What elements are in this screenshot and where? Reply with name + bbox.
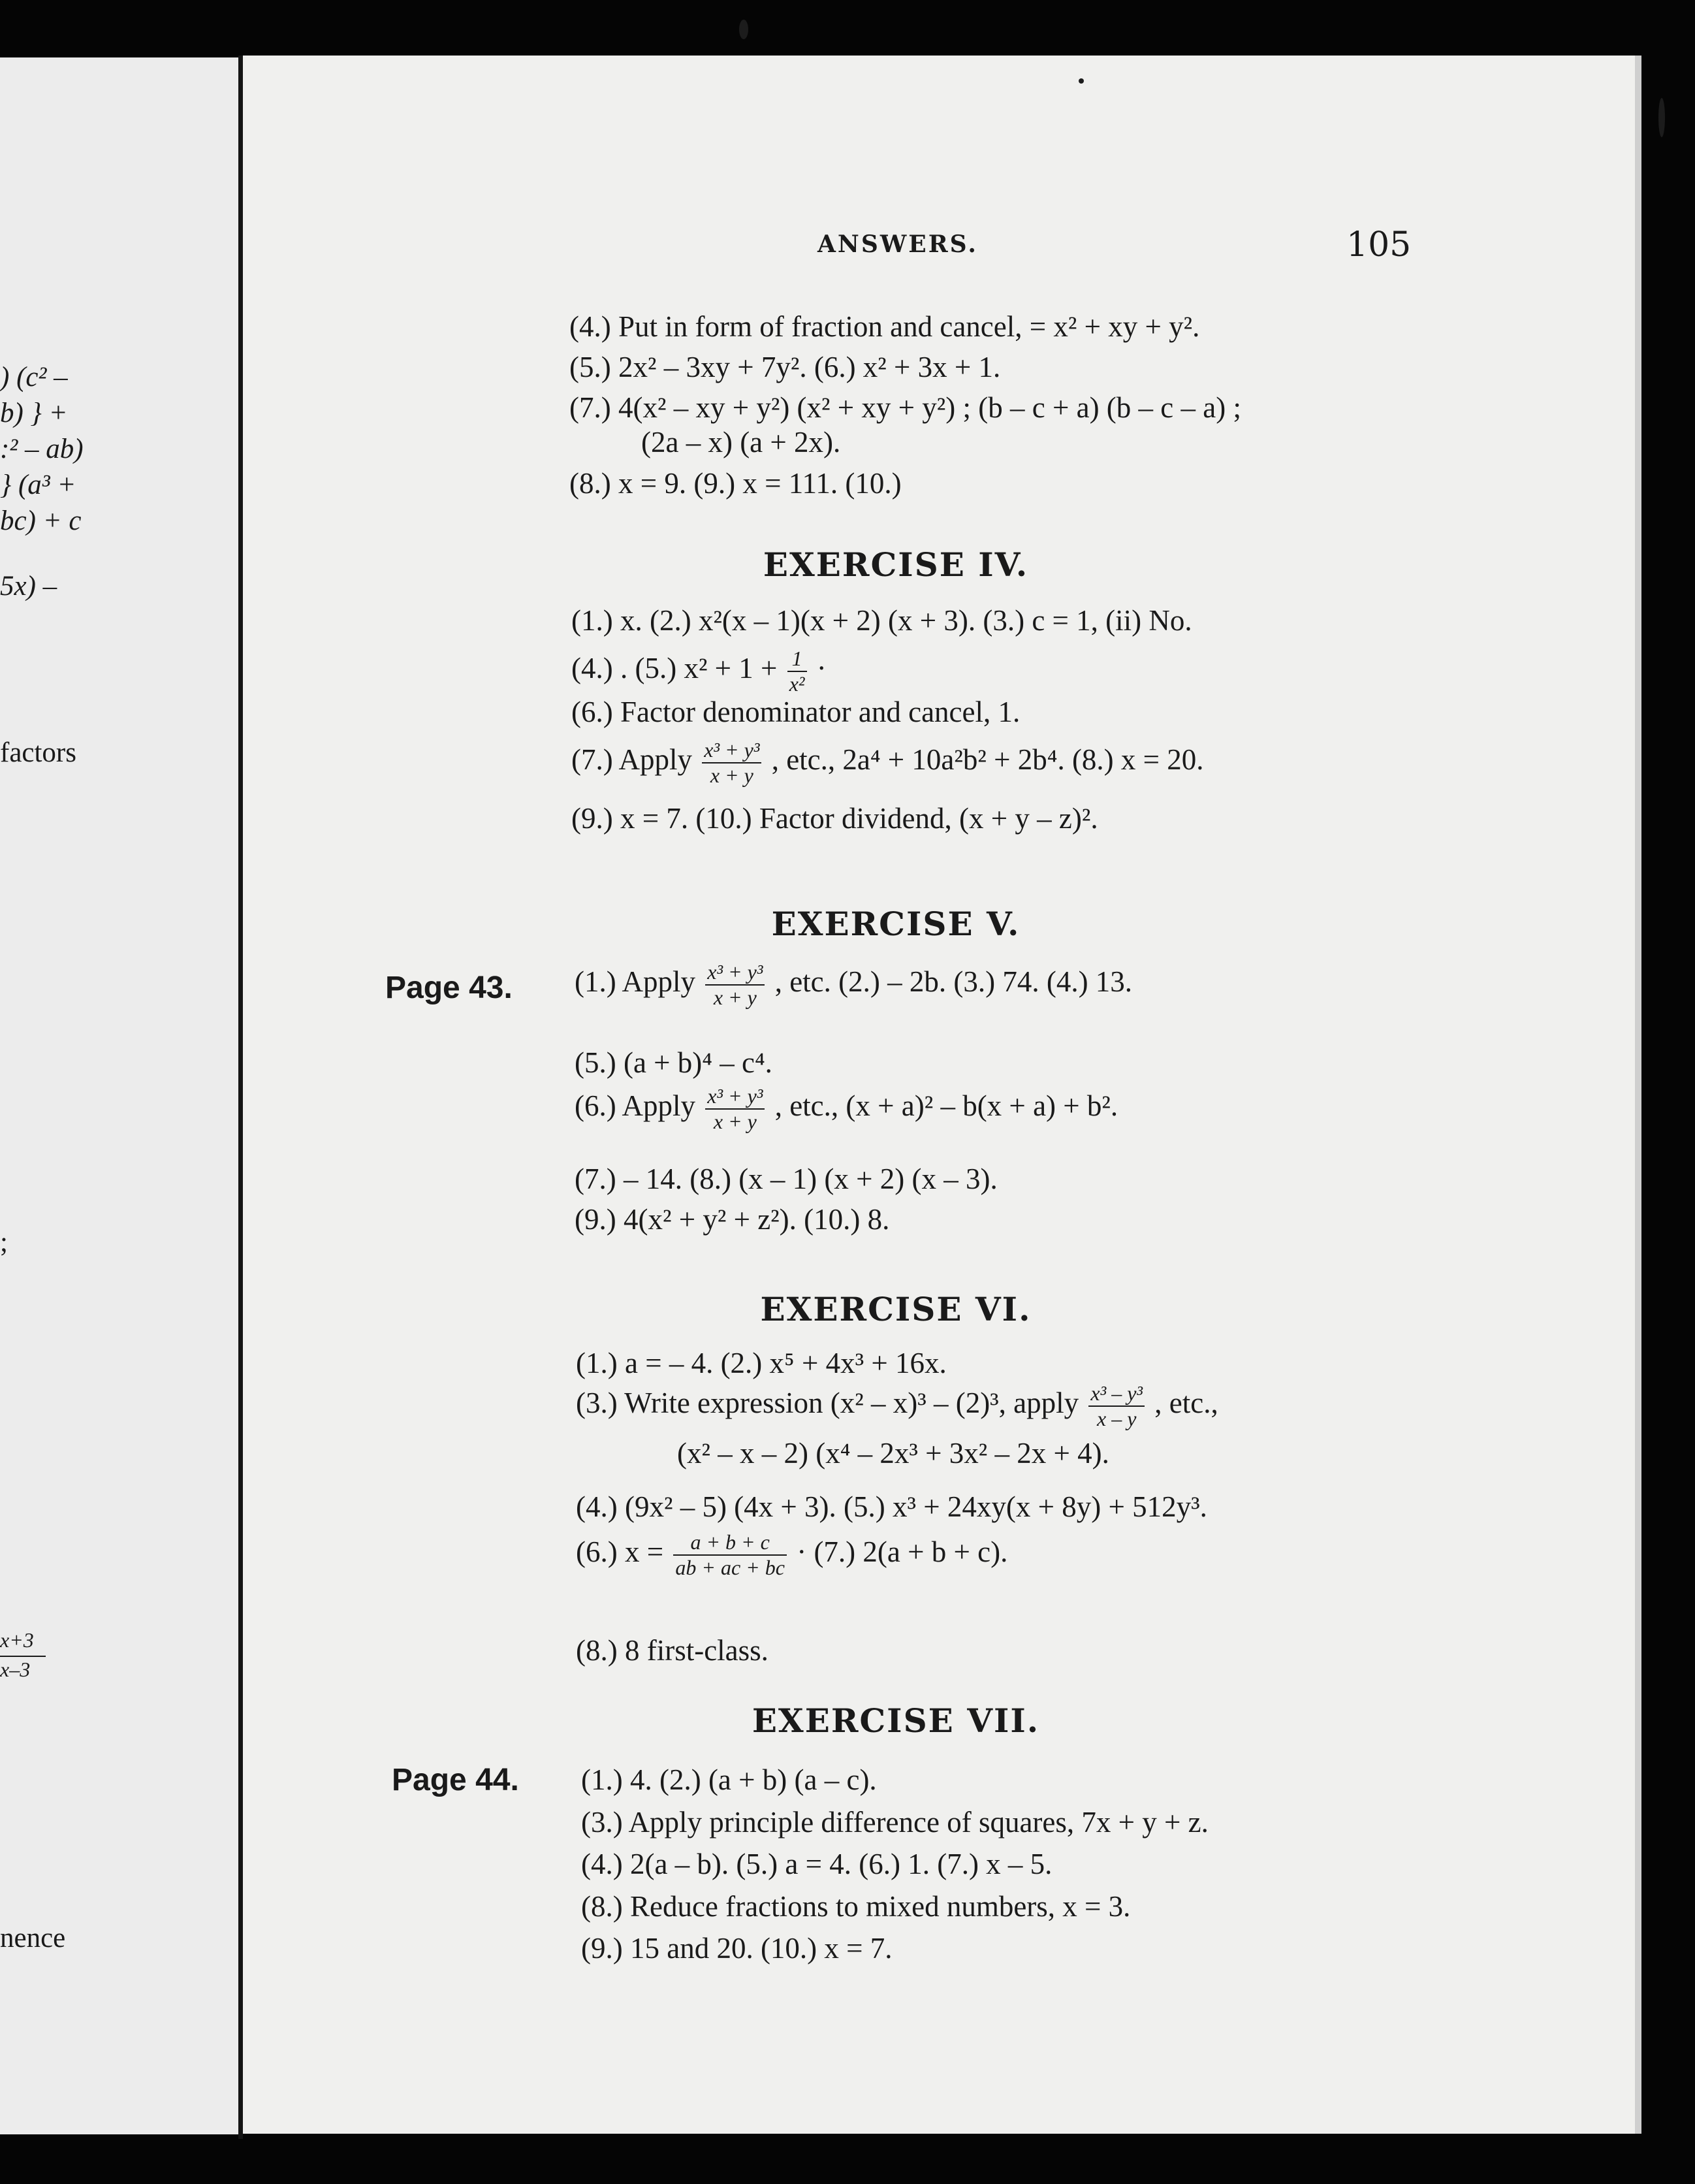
answer-line: (4.) Put in form of fraction and cancel, = x² + xy + y². bbox=[569, 310, 1200, 343]
answer-line: (9.) 15 and 20. (10.) x = 7. bbox=[581, 1932, 893, 1965]
answer-text: (7.) Apply bbox=[571, 743, 692, 777]
fraction bbox=[673, 1530, 787, 1580]
page-reference: Page 43. bbox=[385, 971, 513, 1005]
page-number: 105 bbox=[1346, 225, 1412, 265]
answer-line: (4.) (9x² – 5) (4x + 3). (5.) x³ + 24xy(x + 8y) + 512y³. bbox=[576, 1490, 1207, 1523]
answer-line: (5.) (a + b)⁴ – c⁴. bbox=[575, 1046, 772, 1079]
fraction-denominator: x² bbox=[789, 671, 805, 696]
answer-text: (6.) x = bbox=[576, 1535, 664, 1569]
answer-line: (9.) x = 7. (10.) Factor dividend, (x + y – z)². bbox=[571, 802, 1098, 835]
fraction-numerator: 1 bbox=[787, 647, 807, 672]
answer-line bbox=[576, 1381, 1218, 1431]
answer-line: (x² – x – 2) (x⁴ – 2x³ + 3x² – 2x + 4). bbox=[677, 1437, 1109, 1469]
header-title: ANSWERS. bbox=[817, 231, 978, 258]
fraction-denominator: x + y bbox=[710, 763, 753, 787]
page-reference: Page 44. bbox=[392, 1763, 519, 1797]
left-fragment: nence bbox=[0, 1923, 66, 1953]
answer-text: , etc., bbox=[1154, 1387, 1218, 1420]
left-fragment: } (a³ + bbox=[0, 470, 76, 500]
scan-speck bbox=[739, 20, 748, 39]
left-fragment: ; bbox=[0, 1227, 8, 1258]
exercise-heading: EXERCISE VII. bbox=[752, 1701, 1040, 1740]
answer-line bbox=[576, 1530, 1007, 1580]
answer-line: (6.) Factor denominator and cancel, 1. bbox=[571, 696, 1021, 728]
answer-line: (5.) 2x² – 3xy + 7y². (6.) x² + 3x + 1. bbox=[569, 351, 1001, 383]
fraction bbox=[705, 960, 765, 1010]
answer-line bbox=[571, 738, 1204, 788]
left-fragment: x–3 bbox=[0, 1658, 31, 1681]
fraction-denominator: ab + ac + bc bbox=[675, 1555, 785, 1579]
answer-line: (8.) Reduce fractions to mixed numbers, x = 3. bbox=[581, 1890, 1131, 1923]
left-facing-page bbox=[0, 57, 238, 2134]
answer-line bbox=[575, 960, 1132, 1010]
answer-line: (1.) a = – 4. (2.) x⁵ + 4x³ + 16x. bbox=[576, 1347, 947, 1379]
left-fragment: ) (c² – bbox=[0, 362, 68, 393]
left-fragment: x+3 bbox=[0, 1628, 34, 1652]
fraction bbox=[702, 738, 761, 788]
left-fragment: b) } + bbox=[0, 398, 68, 428]
fraction-numerator: x³ + y³ bbox=[702, 738, 761, 763]
answer-text: (6.) Apply bbox=[575, 1089, 695, 1123]
fraction bbox=[1088, 1381, 1145, 1431]
exercise-heading: EXERCISE VI. bbox=[760, 1290, 1032, 1328]
fraction-denominator: x + y bbox=[713, 985, 757, 1009]
book-page bbox=[243, 56, 1635, 2134]
fraction-numerator: x³ – y³ bbox=[1088, 1381, 1145, 1407]
left-fragment: 5x) – bbox=[0, 571, 57, 602]
scan-speck bbox=[1658, 98, 1665, 137]
left-fragment: bc) + c bbox=[0, 506, 82, 536]
answer-line bbox=[571, 647, 827, 696]
fraction bbox=[787, 647, 807, 696]
answer-line bbox=[575, 1084, 1118, 1134]
answer-text: (3.) Write expression (x² – x)³ – (2)³, apply bbox=[576, 1387, 1079, 1420]
answer-text: (4.) . (5.) x² + 1 + bbox=[571, 652, 778, 685]
answer-line: (1.) x. (2.) x²(x – 1)(x + 2) (x + 3). (3.) c = 1, (ii) No. bbox=[571, 604, 1192, 637]
answer-line: (7.) – 14. (8.) (x – 1) (x + 2) (x – 3). bbox=[575, 1163, 998, 1195]
answer-text: , etc., 2a⁴ + 10a²b² + 2b⁴. (8.) x = 20. bbox=[771, 743, 1204, 777]
fraction bbox=[705, 1084, 765, 1134]
answer-line: (8.) 8 first-class. bbox=[576, 1634, 768, 1667]
answer-line: (1.) 4. (2.) (a + b) (a – c). bbox=[581, 1763, 877, 1796]
answer-line: (2a – x) (a + 2x). bbox=[641, 426, 841, 458]
exercise-heading: EXERCISE V. bbox=[771, 905, 1021, 943]
answer-line: (9.) 4(x² + y² + z²). (10.) 8. bbox=[575, 1203, 890, 1236]
answer-line: (4.) 2(a – b). (5.) a = 4. (6.) 1. (7.) x – 5. bbox=[581, 1848, 1053, 1880]
answer-line: (7.) 4(x² – xy + y²) (x² + xy + y²) ; (b – c + a) (b – c – a) ; bbox=[569, 391, 1241, 424]
left-fragment: :² – ab) bbox=[0, 434, 84, 464]
answer-text: (1.) Apply bbox=[575, 965, 695, 999]
fraction-numerator: a + b + c bbox=[673, 1530, 787, 1556]
left-fragment: factors bbox=[0, 737, 76, 768]
book-gutter bbox=[238, 56, 243, 2139]
answer-line: (3.) Apply principle difference of squares, 7x + y + z. bbox=[581, 1806, 1209, 1839]
fraction-bar bbox=[0, 1656, 46, 1657]
exercise-heading: EXERCISE IV. bbox=[763, 545, 1029, 584]
fraction-numerator: x³ + y³ bbox=[705, 1084, 765, 1110]
answer-text: · (7.) 2(a + b + c). bbox=[797, 1535, 1008, 1569]
fraction-denominator: x + y bbox=[713, 1109, 757, 1133]
fraction-numerator: x³ + y³ bbox=[705, 960, 765, 986]
page-edge bbox=[1635, 56, 1641, 2134]
scan-speck bbox=[1079, 78, 1084, 84]
fraction-denominator: x – y bbox=[1097, 1406, 1137, 1430]
answer-text: , etc., (x + a)² – b(x + a) + b². bbox=[774, 1089, 1118, 1123]
answer-text: , etc. (2.) – 2b. (3.) 74. (4.) 13. bbox=[774, 965, 1133, 999]
answer-text: · bbox=[816, 652, 827, 685]
answer-line: (8.) x = 9. (9.) x = 111. (10.) bbox=[569, 467, 902, 500]
